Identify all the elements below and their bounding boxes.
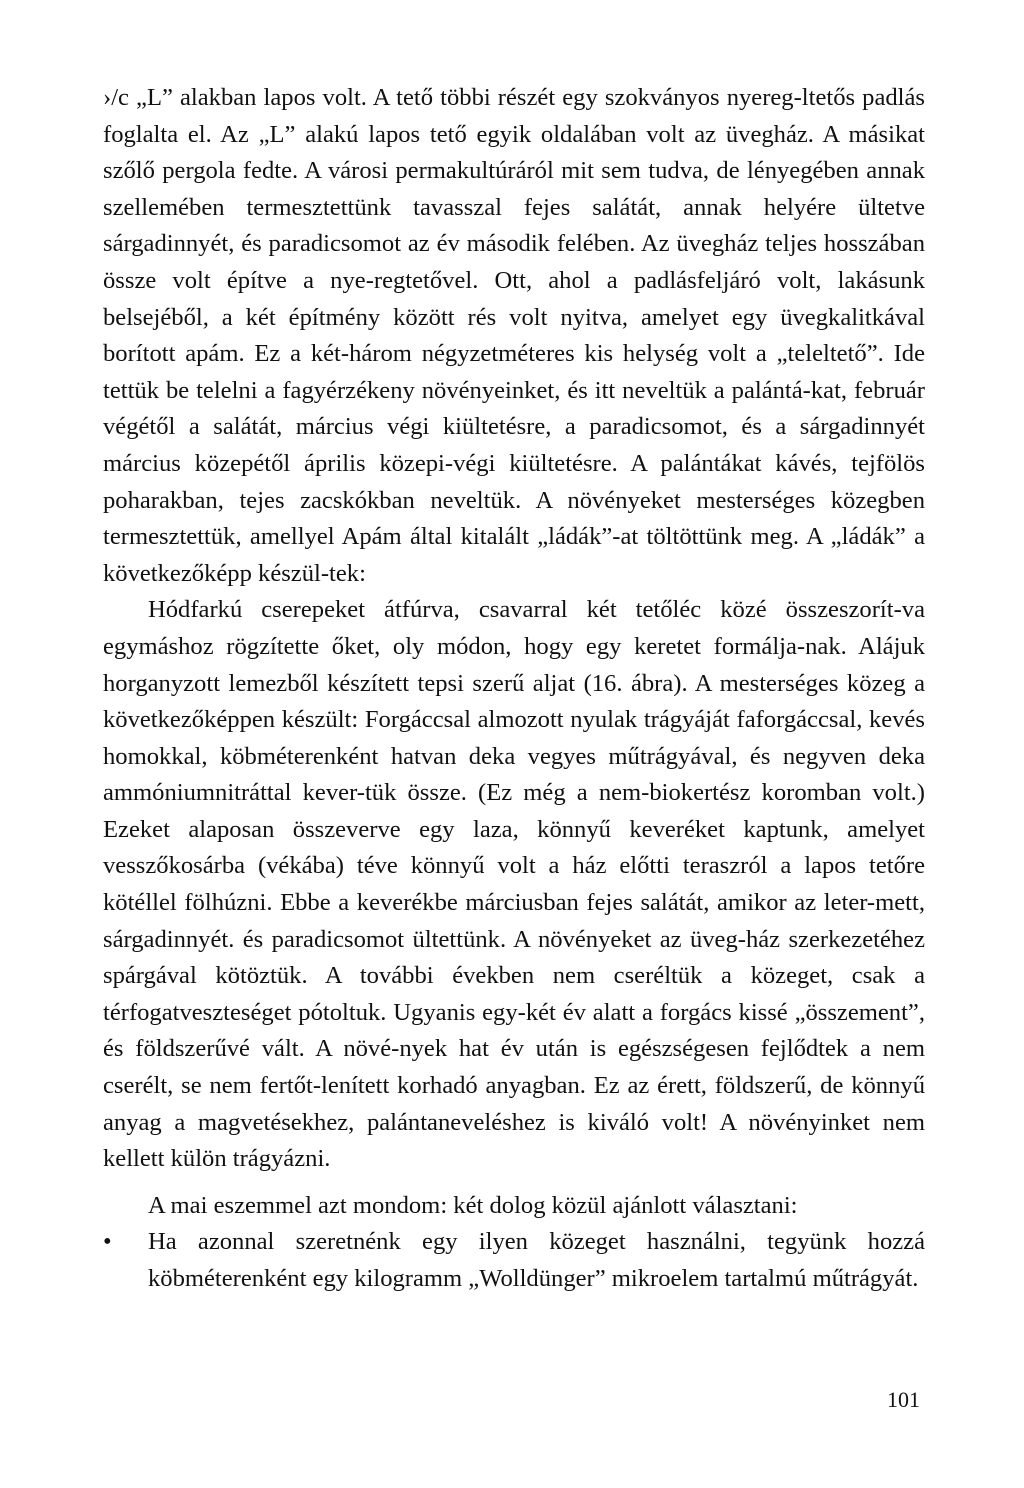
paragraph-1: ›/c „L” alakban lapos volt. A tető többi részét egy szokványos nyereg-ltetős padlás foglalta el. Az „L” alakú lapos tető egyik oldalában volt az üvegház. A másikat szőlő pergola fedte. A városi permakultúráról mit sem tudva, de lényegében annak szellemében termesztettünk tavasszal fejes salátát, annak helyére ültetve sárgadinnyét, és paradicsomot az év második felében. Az üvegház teljes hosszában össze volt építve a nye-regtetővel. Ott, ahol a padlásfeljáró volt, lakásunk belsejéből, a két építmény között rés volt nyitva, amelyet egy üvegkalitkával borított apám. Ez a két-három négyzetméteres kis helység volt a „teleltető”. Ide tettük be telelni a fagyérzékeny növényeinket, és itt neveltük a palántá-kat, február végétől a salátát, március végi kiültetésre, a paradicsomot, és a sárgadinnyét március közepétől április közepi-végi kiültetésre. A palántákat kávés, tejfölös poharakban, tejes zacskókban neveltük. A növényeket mesterséges közegben termesztettük, amellyel Apám által kitalált „ládák”-at töltöttünk meg. A „ládák” a következőképp készül-tek: (103, 84, 925, 587)
bullet-text: Ha azonnal szeretnénk egy ilyen közeget használni, tegyünk hozzá köbméterenként egy kilogramm „Wolldünger” mikroelem tartalmú műtrágyát. (148, 1228, 925, 1292)
body-text (103, 80, 925, 1298)
paragraph-3: A mai eszemmel azt mondom: két dolog közül ajánlott választani: (148, 1191, 798, 1219)
bullet-list-item (103, 1224, 925, 1297)
bullet-icon: • (103, 1228, 112, 1256)
paragraph-2: Hódfarkú cserepeket átfúrva, csavarral két tetőléc közé összeszorít-va egymáshoz rögzítette őket, oly módon, hogy egy keretet formálja-nak. Alájuk horganyzott lemezből készített tepsi szerű aljat (16. ábra). A mesterséges közeg a következőképpen készült: Forgáccsal almozott nyulak trágyáját faforgáccsal, kevés homokkal, köbméterenként hatvan deka vegyes műtrágyával, és negyven deka ammóniumnitráttal kever-tük össze. (Ez még a nem-biokertész koromban volt.) Ezeket alaposan összeverve egy laza, könnyű keveréket kaptunk, amelyet vesszőkosárba (vékába) téve könnyű volt a ház előtti teraszról a lapos tetőre kötéllel fölhúzni. Ebbe a keverékbe márciusban fejes salátát, amikor az leter-mett, sárgadinnyét. és paradicsomot ültettünk. A növényeket az üveg-ház szerkezetéhez spárgával kötöztük. A további években nem cseréltük a közeget, csak a térfogatveszteséget pótoltuk. Ugyanis egy-két év alatt a forgács kissé „összement”, és földszerűvé vált. A növé-nyek hat év után is egészségesen fejlődtek a nem cserélt, se nem fertőt-lenített korhadó anyagban. Ez az érett, földszerű, de könnyű anyag a magvetésekhez, palántaneveléshez is kiváló volt! A növényinket nem kellett külön trágyázni. (103, 596, 925, 1173)
page-number: 101 (887, 1387, 920, 1412)
